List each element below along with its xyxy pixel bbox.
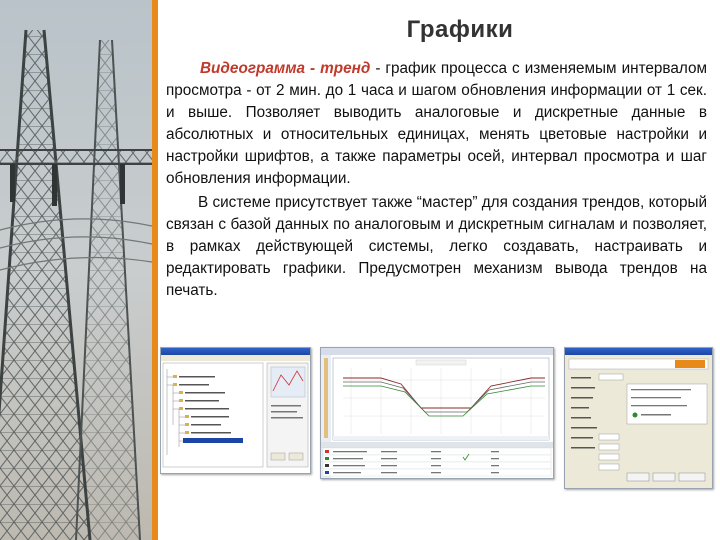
paragraph-wizard-description: В системе присутствует также “мастер” для создания трендов, который связан с базой данных по аналоговым и дискретным сигналам и позволяет, в рамках действующей системы, легко создавать, настраивать и редактировать графики. Предусмотрен механизм вывода трендов на печать. bbox=[166, 194, 707, 299]
slide-body bbox=[166, 58, 707, 302]
trend-description-text: - график процесса с изменяемым интервалом просмотра - от 2 мин. до 1 часа и шагом обновления информации от 1 сек. и выше. Позволяет выводить аналоговые и дискретные данные в абсолютных и относительных единицах, менять цветовые настройки и настройки шрифтов, а также параметры осей, интервал просмотра и шаг обновления информации. bbox=[166, 60, 708, 187]
wizard-window-body bbox=[161, 355, 310, 473]
dialog-titlebar bbox=[565, 348, 712, 355]
paragraph-trend-description bbox=[166, 58, 707, 190]
slide-title: Графики bbox=[406, 16, 514, 43]
screenshot-trend-settings bbox=[564, 347, 713, 489]
window-titlebar bbox=[161, 348, 310, 355]
trend-chart-window-body bbox=[321, 348, 553, 478]
screenshot-trend-chart bbox=[320, 347, 554, 479]
transmission-tower-photo bbox=[0, 0, 152, 540]
screenshot-trend-wizard bbox=[160, 347, 311, 474]
trend-term: Видеограмма - тренд bbox=[200, 60, 371, 77]
accent-bar bbox=[152, 0, 158, 540]
settings-dialog-body bbox=[565, 355, 712, 488]
